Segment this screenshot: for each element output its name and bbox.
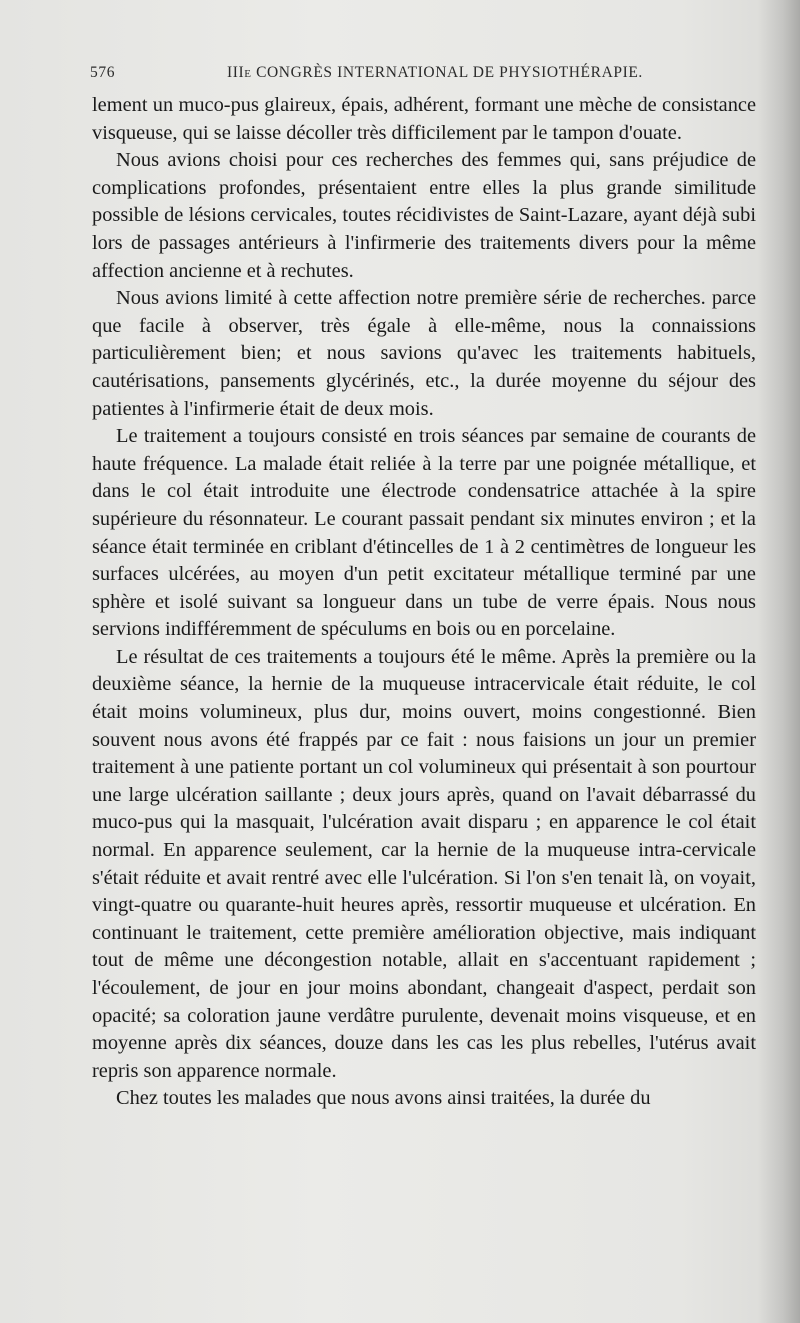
page-edge-shadow [758, 0, 800, 1323]
paragraph: Le traitement a toujours consisté en trois séances par semaine de courants de haute fréquence. La malade était reliée à la terre par une poignée métallique, et dans le col était introduite une électrode condensatrice attachée à la spire supérieure du résonnateur. Le courant passait pendant six minutes environ ; et la séance était terminée en criblant d'étincelles de 1 à 2 centimètres de longueur les surfaces ulcérées, au moyen d'un petit excitateur métallique terminé par une sphère et isolé suivant sa longueur dans un tube de verre épais. Nous nous servions indifféremment de spéculums en bois ou en porcelaine. [92, 425, 756, 641]
paragraph: Le résultat de ces traitements a toujours été le même. Après la première ou la deuxième séance, la hernie de la muqueuse intracervicale était réduite, le col était moins volumineux, plus dur, moins ouvert, moins congestionné. Bien souvent nous avons été frappés par ce fait : nous faisions un jour un premier traitement à une patiente portant un col volumineux qui présentait à son pourtour une large ulcération saillante ; deux jours après, quand on l'avait débarrassé du muco-pus qui la masquait, l'ulcération avait disparu ; en apparence le col était normal. En apparence seulement, car la hernie de la muqueuse intra-cervicale s'était réduite et avait rentré avec elle l'ulcération. Si l'on s'en tenait là, on voyait, vingt-quatre ou quarante-huit heures après, ressortir muqueuse et ulcération. En continuant le traitement, cette première amélioration objective, mais indiquant tout de même une décongestion notable, allait en s'accentuant rapidement ; l'écoulement, de jour en jour moins abondant, changeait d'aspect, perdait son opacité; sa coloration jaune verdâtre purulente, devenait moins visqueuse, et en moyenne après dix séances, douze dans les cas les plus rebelles, l'utérus avait repris son apparence normale. [92, 645, 756, 1082]
page-number: 576 [90, 64, 116, 81]
running-title: IIIe CONGRÈS INTERNATIONAL DE PHYSIOTHÉRAPIE. [227, 64, 643, 81]
paragraph: Nous avions choisi pour ces recherches des femmes qui, sans préjudice de complications profondes, présentaient entre elles la plus grande similitude possible de lésions cervicales, toutes récidivistes de Saint-Lazare, ayant déjà subi lors de passages antérieurs à l'infirmerie des traitements divers pour la même affection ancienne et à rechutes. [92, 149, 756, 282]
paragraph-continuation: lement un muco-pus glaireux, épais, adhérent, formant une mèche de consistance visqueuse, qui se laisse décoller très difficilement par le tampon d'ouate. [92, 94, 756, 144]
body-text [92, 92, 756, 1113]
paragraph: Chez toutes les malades que nous avons ainsi traitées, la durée du [116, 1087, 651, 1110]
running-head [90, 64, 750, 86]
paragraph: Nous avions limité à cette affection notre première série de recherches. parce que facile à observer, très égale à elle-même, nous la connaissions particulièrement bien; et nous savions qu'avec les traitements habituels, cautérisations, pansements glycérinés, etc., la durée moyenne du séjour des patientes à l'infirmerie était de deux mois. [92, 287, 756, 420]
